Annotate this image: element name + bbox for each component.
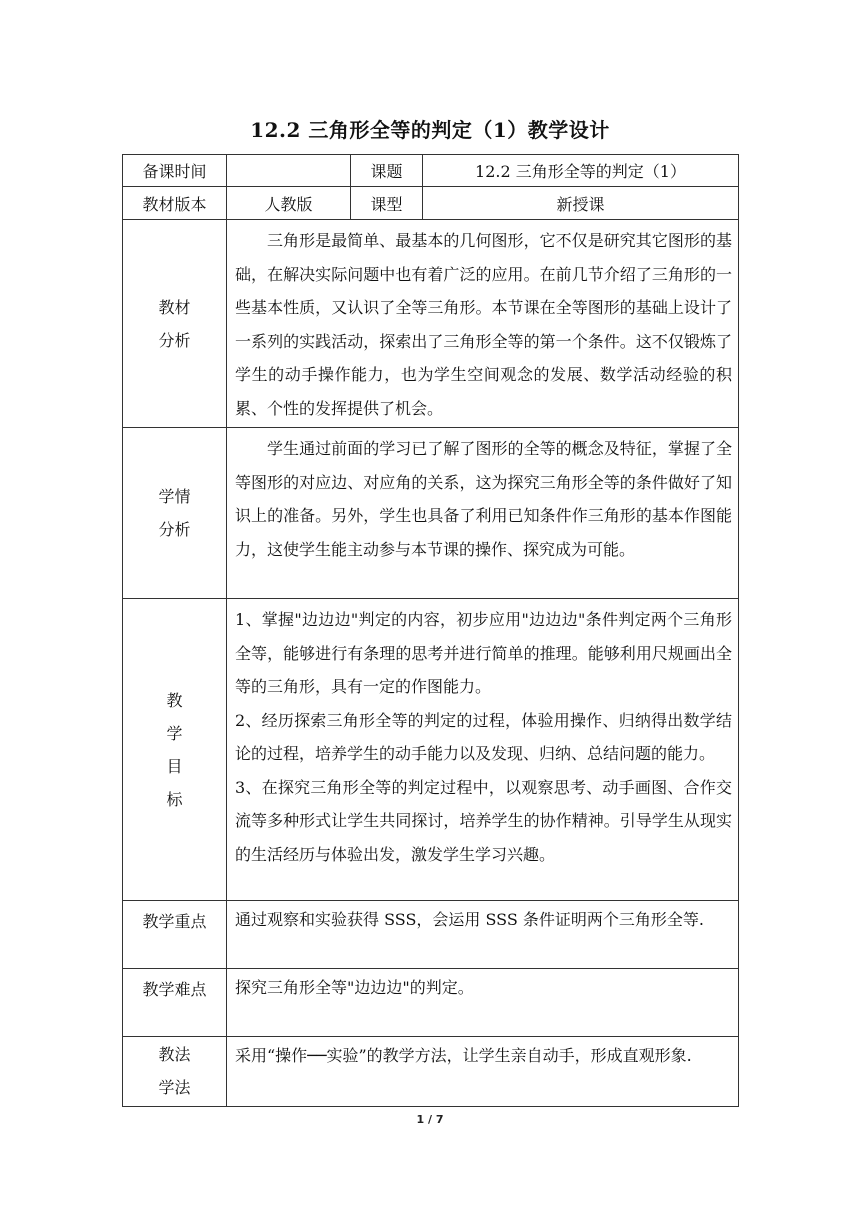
row-student-analysis: [123, 428, 739, 599]
label-key-point: 教学重点: [123, 901, 227, 969]
text-student-analysis: 学生通过前面的学习已了解了图形的全等的概念及特征，掌握了全等图形的对应边、对应角的关系，这为探究三角形全等的条件做好了知识上的准备。另外，学生也具备了利用已知条件作三角形的基本作图能力，这使学生能主动参与本节课的操作、探究成为可能。: [227, 428, 739, 599]
label-methods: 教法 学法: [123, 1037, 227, 1107]
text-methods: 采用“操作──实验”的教学方法，让学生亲自动手，形成直观形象.: [227, 1037, 739, 1107]
label-topic: 课题: [351, 155, 423, 187]
row-prep-time: [123, 155, 739, 187]
value-lesson-type: 新授课: [423, 187, 739, 220]
label-edition: 教材版本: [123, 187, 227, 220]
row-textbook-analysis: [123, 220, 739, 428]
row-edition: [123, 187, 739, 220]
label-lesson-type: 课型: [351, 187, 423, 220]
label-objectives: 教 学 目 标: [123, 599, 227, 901]
label-textbook-analysis: 教材 分析: [123, 220, 227, 428]
label-difficulty: 教学难点: [123, 969, 227, 1037]
text-difficulty: 探究三角形全等"边边边"的判定。: [227, 969, 739, 1037]
label-student-analysis: 学情 分析: [123, 428, 227, 599]
text-textbook-analysis: 三角形是最简单、最基本的几何图形，它不仅是研究其它图形的基础，在解决实际问题中也有着广泛的应用。在前几节介绍了三角形的一些基本性质，又认识了全等三角形。本节课在全等图形的基础上设计了一系列的实践活动，探索出了三角形全等的第一个条件。这不仅锻炼了学生的动手操作能力，也为学生空间观念的发展、数学活动经验的积累、个性的发挥提供了机会。: [227, 220, 739, 428]
row-key-point: [123, 901, 739, 969]
row-objectives: [123, 599, 739, 901]
value-topic: 12.2 三角形全等的判定（1）: [423, 155, 739, 187]
value-edition: 人教版: [227, 187, 351, 220]
value-prep-time: [227, 155, 351, 187]
row-methods: [123, 1037, 739, 1107]
objective-item: 3、在探究三角形全等的判定过程中，以观察思考、动手画图、合作交流等多种形式让学生共同探讨，培养学生的协作精神。引导学生从现实的生活经历与体验出发，激发学生学习兴趣。: [235, 777, 732, 864]
objective-item: 2、经历探索三角形全等的判定的过程，体验用操作、归纳得出数学结论的过程，培养学生的动手能力以及发现、归纳、总结问题的能力。: [235, 710, 732, 763]
objective-item: 1、掌握"边边边"判定的内容，初步应用"边边边"条件判定两个三角形全等，能够进行有条理的思考并进行简单的推理。能够利用尺规画出全等的三角形，具有一定的作图能力。: [235, 610, 732, 696]
text-objectives: [227, 599, 739, 901]
row-difficulty: [123, 969, 739, 1037]
lesson-plan-table: [122, 154, 739, 1107]
page-number: 1 / 7: [416, 1113, 444, 1126]
document-title: 12.2 三角形全等的判定（1）教学设计: [250, 118, 610, 142]
text-key-point: 通过观察和实验获得 SSS，会运用 SSS 条件证明两个三角形全等.: [227, 901, 739, 969]
label-prep-time: 备课时间: [123, 155, 227, 187]
